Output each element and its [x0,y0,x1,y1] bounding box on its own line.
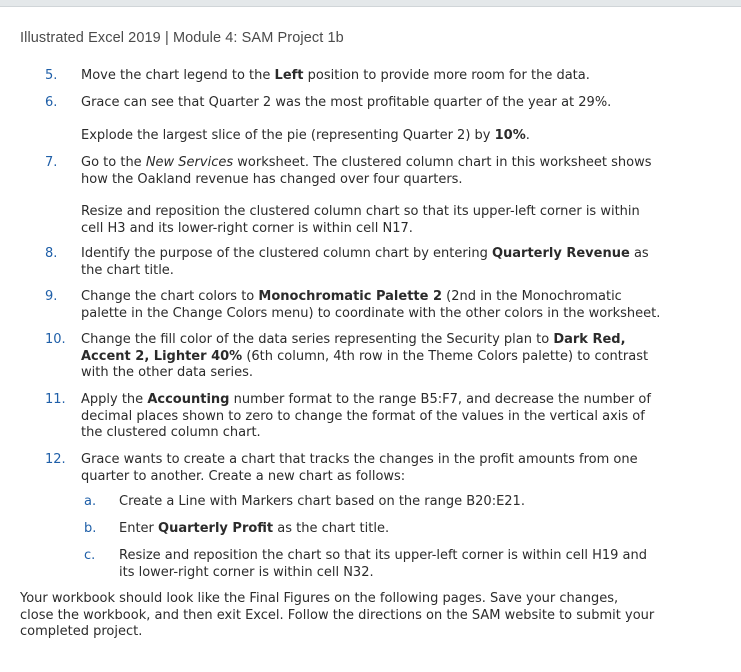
step-text: Accent 2, Lighter 40% (6th column, 4th row in the Theme Colors palette) to contrast [81,348,649,364]
step-text: Grace wants to create a chart that tracks the changes in the profit amounts from one [81,452,638,467]
step-text: quarter to another. Create a new chart as follows: [81,468,406,484]
substep-letter: b. [84,521,97,536]
step-text: how the Oakland revenue has changed over four quarters. [81,171,463,187]
step-text: palette in the Change Colors menu) to coordinate with the other colors in the worksheet. [81,305,661,321]
step-text: the chart title. [81,262,174,278]
step-text: Apply the Accounting number format to the range B5:F7, and decrease the number of [81,392,651,407]
step-text: cell H3 and its lower-right corner is within cell N17. [81,220,413,236]
step-text: the clustered column chart. [81,425,261,440]
substep-text: Create a Line with Markers chart based on the range B20:E21. [119,494,525,509]
step-text: Go to the New Services worksheet. The clustered column chart in this worksheet shows [81,155,652,170]
step-number: 9. [45,289,58,304]
substep-letter: c. [84,548,96,563]
substep-text: Enter Quarterly Profit as the chart title. [119,521,390,536]
step-text: Resize and reposition the clustered column chart so that its upper-left corner is within [81,204,640,219]
step-text: Identify the purpose of the clustered column chart by entering Quarterly Revenue as [81,246,649,261]
footer-line: completed project. [20,624,143,639]
step-number: 10. [45,332,66,347]
substep-text: Resize and reposition the chart so that its upper-left corner is within cell H19 and [119,548,648,563]
footer-line: Your workbook should look like the Final Figures on the following pages. Save your changes, [20,591,619,606]
substep-letter: a. [84,494,97,509]
substep-text: its lower-right corner is within cell N32. [119,564,374,580]
step-text: with the other data series. [81,365,253,380]
step-number: 6. [45,95,58,110]
step-number: 5. [45,68,58,83]
step-text: decimal places shown to zero to change the format of the values in the vertical axis of [81,408,645,424]
step-number: 12. [45,452,66,467]
step-number: 7. [45,155,58,170]
closing-instructions [20,591,710,641]
step-text: Change the fill color of the data series representing the Security plan to Dark Red, [81,332,626,347]
step-text: Move the chart legend to the Left position to provide more room for the data. [81,68,590,83]
step-text: Change the chart colors to Monochromatic Palette 2 (2nd in the Monochromatic [81,289,622,304]
page-header-title: Illustrated Excel 2019 | Module 4: SAM Project 1b [20,30,344,46]
footer-line: close the workbook, and then exit Excel. Follow the directions on the SAM website to submit your [20,607,655,623]
step-text: Explode the largest slice of the pie (representing Quarter 2) by 10%. [81,128,530,143]
top-border-bar [0,0,741,7]
step-number: 8. [45,246,58,261]
step-number: 11. [45,392,66,407]
step-text: Grace can see that Quarter 2 was the most profitable quarter of the year at 29%. [81,95,612,110]
